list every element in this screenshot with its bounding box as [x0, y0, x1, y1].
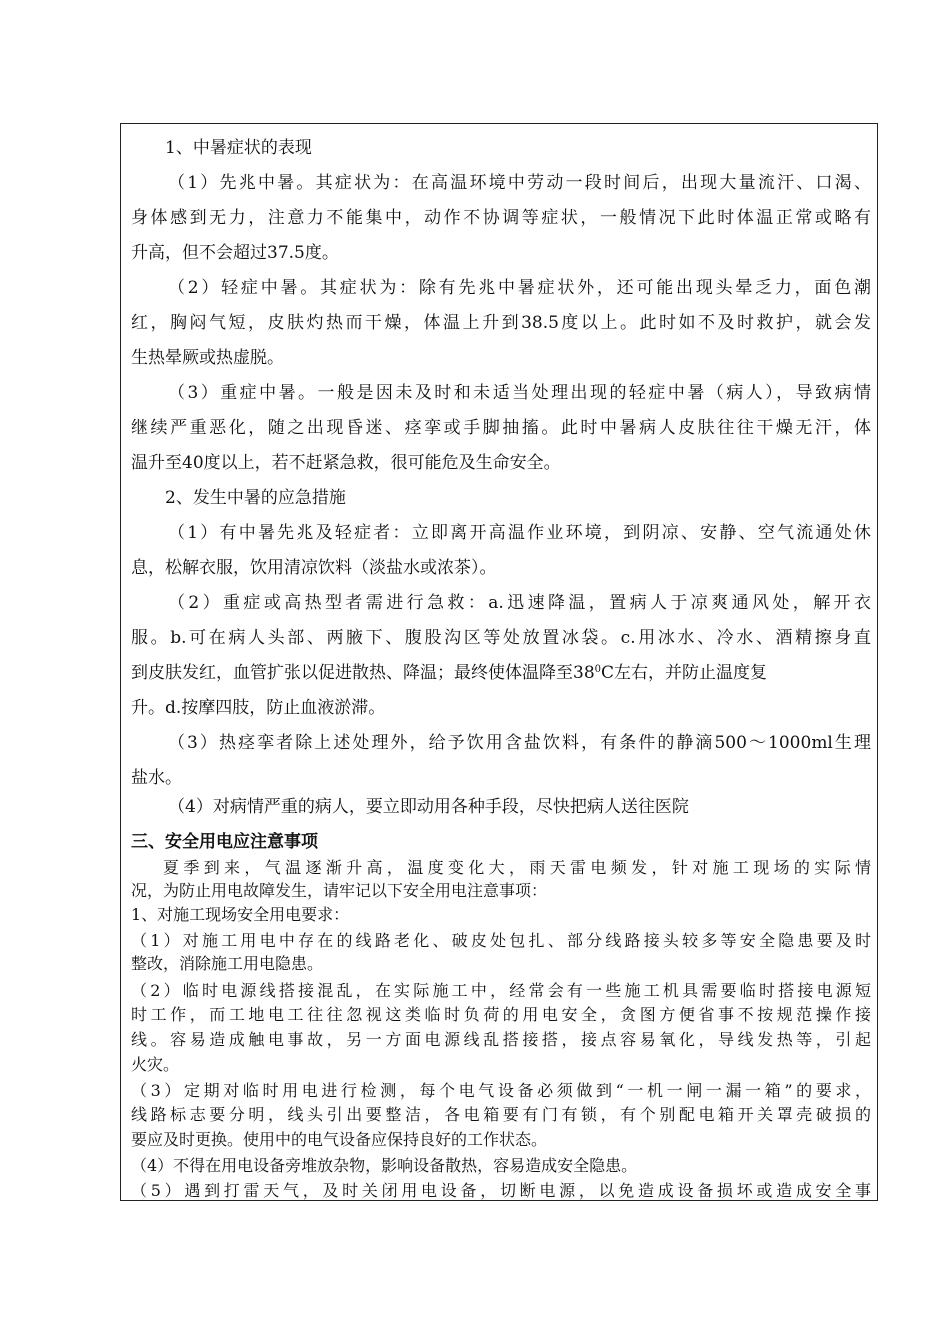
paragraph-line: 火灾。 [131, 1055, 180, 1074]
paragraph-line: （3）定期对临时用电进行检测，每个电气设备必须做到“一机一闸一漏一箱”的要求， [131, 1081, 871, 1100]
paragraph-line: 1、对施工现场安全用电要求： [131, 905, 350, 924]
paragraph-line: 息，松解衣服，饮用清凉饮料（淡盐水或浓茶）。 [131, 558, 497, 578]
degree-mark: 0 [594, 664, 602, 675]
paragraph-line: 生热晕厥或热虚脱。 [131, 348, 284, 368]
paragraph-line: 红，胸闷气短，皮肤灼热而干燥，体温上升到38.5度以上。此时如不及时救护，就会发 [131, 313, 871, 333]
section-heading: 1、中暑症状的表现 [165, 138, 312, 158]
paragraph-line: 服。b.可在病人头部、两腋下、腹股沟区等处放置冰袋。c.用冰水、冷水、酒精擦身直 [131, 628, 871, 648]
paragraph-line: （3）热痉挛者除上述处理外，给予饮用含盐饮料，有条件的静滴500～1000ml生理 [168, 733, 871, 753]
paragraph-line: 升。d.按摩四肢，防止血液淤滞。 [131, 698, 386, 718]
paragraph-line: 时工作，而工地电工往往忽视这类临时负荷的用电安全，贪图方便省事不按规范操作接 [131, 1005, 871, 1024]
paragraph-line: （2）临时电源线搭接混乱，在实际施工中，经常会有一些施工机具需要临时搭接电源短 [131, 981, 871, 1000]
paragraph-line: 继续严重恶化，随之出现昏迷、痉挛或手脚抽搐。此时中暑病人皮肤往往干燥无汗，体 [131, 418, 871, 438]
section-heading: 2、发生中暑的应急措施 [165, 488, 346, 508]
text-segment: 到皮肤发红，血管扩张以促进散热、降温；最终使体温降至38 [131, 663, 595, 683]
paragraph-line: （1）先兆中暑。其症状为：在高温环境中劳动一段时间后，出现大量流汗、口渴、 [168, 173, 871, 193]
paragraph-line: （2）轻症中暑。其症状为：除有先兆中暑症状外，还可能出现头晕乏力，面色潮 [168, 278, 871, 298]
text-segment: C左右，并防止温度复 [601, 663, 768, 683]
paragraph-line: （5）遇到打雷天气，及时关闭用电设备，切断电源，以免造成设备损坏或造成安全事 [131, 1181, 871, 1200]
paragraph-line: 整改，消除施工用电隐患。 [131, 954, 324, 973]
paragraph-line: （4）不得在用电设备旁堆放杂物，影响设备散热，容易造成安全隐患。 [131, 1156, 638, 1175]
paragraph-line: （3）重症中暑。一般是因未及时和未适当处理出现的轻症中暑（病人），导致病情 [168, 383, 871, 403]
section-heading: 三、安全用电应注意事项 [131, 832, 318, 852]
paragraph-line: 身体感到无力，注意力不能集中，动作不协调等症状，一般情况下此时体温正常或略有 [131, 208, 871, 228]
paragraph-line: 温升至40度以上，若不赶紧急救，很可能危及生命安全。 [131, 453, 561, 473]
paragraph-line: 升高，但不会超过37.5度。 [131, 243, 339, 263]
paragraph-line: （4）对病情严重的病人，要立即动用各种手段，尽快把病人送往医院 [168, 797, 689, 817]
paragraph-line: （1）有中暑先兆及轻症者：立即离开高温作业环境，到阴凉、安静、空气流通处休 [168, 523, 871, 543]
paragraph-line: 要应及时更换。使用中的电气设备应保持良好的工作状态。 [131, 1130, 548, 1149]
paragraph-line: （2）重症或高热型者需进行急救：a.迅速降温，置病人于凉爽通风处，解开衣 [168, 593, 871, 613]
paragraph-line: 盐水。 [131, 768, 182, 788]
paragraph-line: 线。容易造成触电事故，另一方面电源线乱搭接搭，接点容易氧化，导线发热等，引起 [131, 1030, 871, 1049]
paragraph-line: 线路标志要分明，线头引出要整洁，各电箱要有门有锁，有个别配电箱开关罩壳破损的 [131, 1105, 871, 1124]
paragraph-line [131, 662, 871, 684]
paragraph-line: 夏季到来，气温逐渐升高，温度变化大，雨天雷电频发，针对施工现场的实际情 [163, 858, 871, 877]
paragraph-line: 况，为防止用电故障发生，请牢记以下安全用电注意事项： [131, 881, 548, 900]
paragraph-line: （1）对施工用电中存在的线路老化、破皮处包扎、部分线路接头较多等安全隐患要及时 [131, 931, 871, 950]
